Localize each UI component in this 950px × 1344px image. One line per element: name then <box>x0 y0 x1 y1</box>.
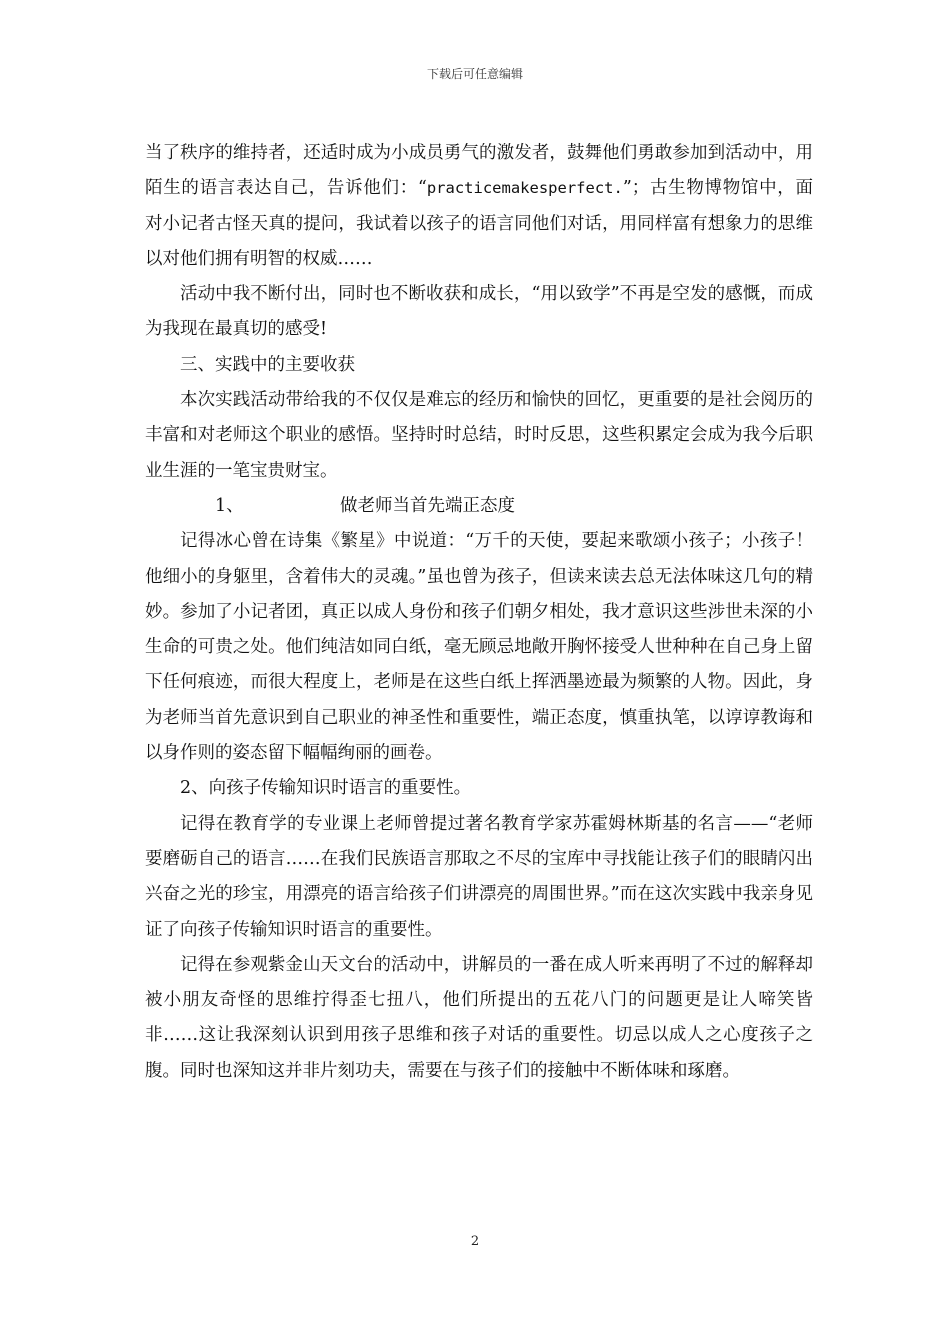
section-heading-3: 三、实践中的主要收获 <box>180 354 355 375</box>
paragraph-continued: 当了秩序的维持者，还适时成为小成员勇气的激发者，鼓舞他们勇敢参加到活动中，用陌生的语言表达自己，告诉他们：“practicemakesperfect.”；古生物博物馆中，面对小记者古怪天真的提问，我试着以孩子的语言同他们对话，用同样富有想象力的思维以对他们拥有明智的权威…… <box>145 143 813 269</box>
subheading-1-number: 1、 <box>215 495 244 516</box>
paragraph-sukhomlinsky: 记得在教育学的专业课上老师曾提过著名教育学家苏霍姆林斯基的名言——“老师要磨砺自己的语言……在我们民族语言那取之不尽的宝库中寻找能让孩子们的眼睛闪出兴奋之光的珍宝，用漂亮的语言给孩子们讲漂亮的周围世界。”而在这次实践中我亲身见证了向孩子传输知识时语言的重要性。 <box>145 813 813 940</box>
subheading-2: 2、向孩子传输知识时语言的重要性。 <box>180 778 472 799</box>
subheading-1-text: 做老师当首先端正态度 <box>340 495 515 516</box>
page-number: 2 <box>470 1234 480 1249</box>
paragraph-bingxin: 记得冰心曾在诗集《繁星》中说道：“万千的天使，要起来歌颂小孩子；小孩子！他细小的身躯里，含着伟大的灵魂。”虽也曾为孩子，但读来读去总无法体味这几句的精妙。参加了小记者团，真正以成人身份和孩子们朝夕相处，我才意识这些涉世未深的小生命的可贵之处。他们纯洁如同白纸，毫无顾忌地敞开胸怀接受人世种种在自己身上留下任何痕迹，而很大程度上，老师是在这些白纸上挥洒墨迹最为频繁的人物。因此，身为老师当首先意识到自己职业的神圣性和重要性，端正态度，慎重执笔，以谆谆教诲和以身作则的姿态留下幅幅绚丽的画卷。 <box>145 531 813 764</box>
paragraph-summary: 本次实践活动带给我的不仅仅是难忘的经历和愉快的回忆，更重要的是社会阅历的丰富和对老师这个职业的感悟。坚持时时总结，时时反思，这些积累定会成为我今后职业生涯的一笔宝贵财宝。 <box>145 390 813 481</box>
paragraph-reflection: 活动中我不断付出，同时也不断收获和成长，“用以致学”不再是空发的感慨，而成为我现在最真切的感受! <box>145 284 813 340</box>
subheading-1 <box>145 489 813 524</box>
paragraph-observatory: 记得在参观紫金山天文台的活动中，讲解员的一番在成人听来再明了不过的解释却被小朋友奇怪的思维拧得歪七扭八，他们所提出的五花八门的问题更是让人啼笑皆非……这让我深刻认识到用孩子思维和孩子对话的重要性。切忌以成人之心度孩子之腹。同时也深知这并非片刻功夫，需要在与孩子们的接触中不断体味和琢磨。 <box>145 954 813 1081</box>
english-quote: practicemakesperfect. <box>426 179 623 198</box>
document-body <box>145 136 813 1089</box>
page-header: 下载后可任意编辑 <box>426 67 523 81</box>
